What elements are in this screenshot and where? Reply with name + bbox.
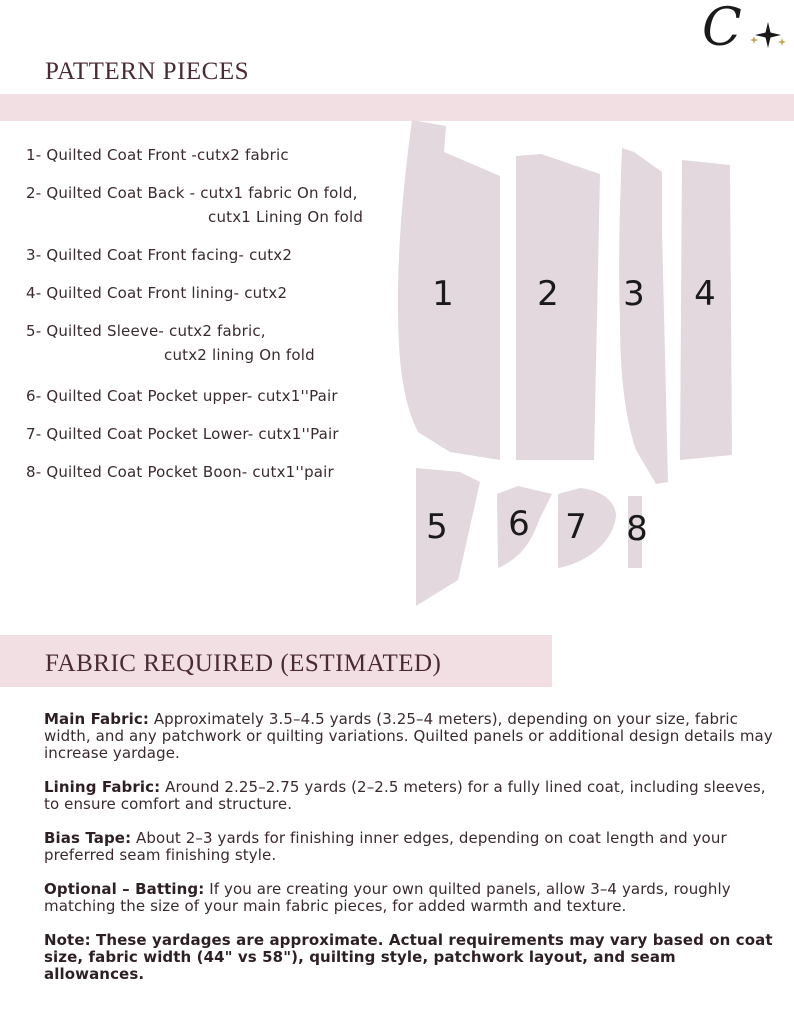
list-item: 7- Quilted Coat Pocket Lower- cutx1''Pair [26, 425, 339, 443]
piece-number-5: 5 [426, 507, 448, 547]
piece-number-3: 3 [623, 274, 645, 314]
piece-3-shape [619, 148, 668, 484]
fabric-requirements [44, 711, 774, 1000]
list-item: 1- Quilted Coat Front -cutx2 fabric [26, 146, 289, 164]
piece-number-7: 7 [565, 507, 587, 547]
list-item: 5- Quilted Sleeve- cutx2 fabric, cutx2 lining On fold [26, 322, 315, 364]
list-item: 3- Quilted Coat Front facing- cutx2 [26, 246, 293, 264]
piece-number-1: 1 [432, 274, 454, 314]
piece-number-8: 8 [626, 509, 648, 549]
fabric-paragraph: Bias Tape: About 2–3 yards for finishing inner edges, depending on coat length and your preferred seam finishing style. [44, 829, 727, 864]
list-item: 6- Quilted Coat Pocket upper- cutx1''Pair [26, 387, 338, 405]
piece-number-4: 4 [694, 274, 716, 314]
list-item: 8- Quilted Coat Pocket Boon- cutx1''pair [26, 463, 334, 481]
piece-number-6: 6 [508, 504, 530, 544]
fabric-paragraph: Optional – Batting: If you are creating your own quilted panels, allow 3–4 yards, roughly matching the size of your main fabric pieces, for added warmth and texture. [44, 880, 731, 915]
list-item: 4- Quilted Coat Front lining- cutx2 [26, 284, 288, 302]
logo-letter: C [702, 0, 742, 58]
fabric-note: Note: These yardages are approximate. Actual requirements may vary based on coat size, fabric width (44" vs 58"), quilting style, patchwork layout, and seam allowances. [44, 931, 773, 983]
fabric-required-title: FABRIC REQUIRED (ESTIMATED) [45, 650, 442, 677]
fabric-paragraph: Main Fabric: Approximately 3.5–4.5 yards (3.25–4 meters), depending on your size, fabric width, and any patchwork or quilting variations. Quilted panels or additional design details may increase yardage. [44, 710, 773, 762]
list-item: 2- Quilted Coat Back - cutx1 fabric On fold, cutx1 Lining On fold [26, 184, 364, 226]
pattern-pieces-title: PATTERN PIECES [45, 58, 250, 85]
fabric-paragraph: Lining Fabric: Around 2.25–2.75 yards (2–2.5 meters) for a fully lined coat, including sleeves, to ensure comfort and structure. [44, 778, 766, 813]
piece-number-2: 2 [537, 274, 559, 314]
